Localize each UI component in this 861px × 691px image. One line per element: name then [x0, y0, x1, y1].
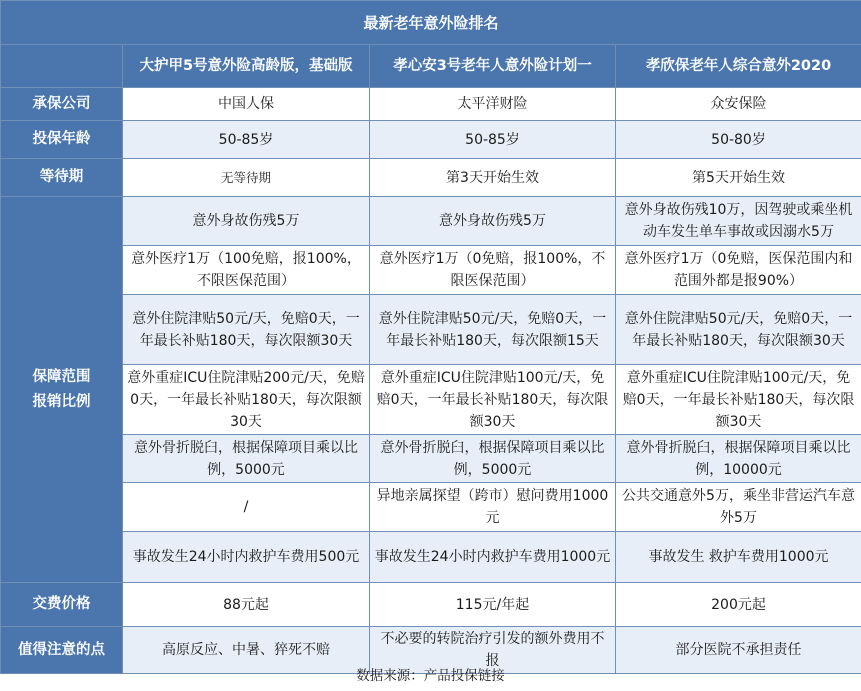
coverage-cell: 意外骨折脱臼，根据保障项目乘以比例，5000元: [123, 435, 370, 483]
coverage-label-line-2: 报销比例: [32, 393, 91, 410]
coverage-label-line-1: 保障范围: [32, 368, 91, 385]
coverage-cell: 意外医疗1万（0免赔，医保范围内和范围外都是报90%）: [616, 246, 861, 295]
price-cell: 88元起: [123, 583, 370, 627]
coverage-cell: 意外医疗1万（100免赔，报100%，不限医保范围）: [123, 246, 370, 295]
coverage-cell: 事故发生 救护车费用1000元: [616, 532, 861, 583]
age-cell: 50-80岁: [616, 121, 861, 159]
coverage-cell: 事故发生24小时内救护车费用500元: [123, 532, 370, 583]
row-label-notes: 值得注意的点: [1, 627, 123, 674]
header-blank: [1, 45, 123, 88]
coverage-cell: 意外身故伤残5万: [370, 197, 616, 246]
coverage-cell: 意外身故伤残5万: [123, 197, 370, 246]
product-2-header: 孝心安3号老年人意外险计划一: [370, 45, 616, 88]
coverage-cell: 意外住院津贴50元/天，免赔0天，一年最长补贴180天，每次限额30天: [616, 295, 861, 365]
company-cell: 太平洋财险: [370, 88, 616, 121]
row-label-company: 承保公司: [1, 88, 123, 121]
row-label-price: 交费价格: [1, 583, 123, 627]
coverage-cell: 意外骨折脱臼，根据保障项目乘以比例，5000元: [370, 435, 616, 483]
price-cell: 200元起: [616, 583, 861, 627]
coverage-cell: 意外骨折脱臼，根据保障项目乘以比例，10000元: [616, 435, 861, 483]
coverage-cell: /: [123, 483, 370, 532]
waiting-cell: 第5天开始生效: [616, 159, 861, 197]
company-cell: 众安保险: [616, 88, 861, 121]
notes-cell: 高原反应、中暑、猝死不赔: [123, 627, 370, 674]
company-cell: 中国人保: [123, 88, 370, 121]
notes-cell: 部分医院不承担责任: [616, 627, 861, 674]
coverage-cell: 事故发生24小时内救护车费用1000元: [370, 532, 616, 583]
coverage-cell: 意外住院津贴50元/天，免赔0天，一年最长补贴180天，每次限额15天: [370, 295, 616, 365]
age-cell: 50-85岁: [123, 121, 370, 159]
notes-cell: 不必要的转院治疗引发的额外费用不报: [370, 627, 616, 674]
age-cell: 50-85岁: [370, 121, 616, 159]
waiting-cell: 无等待期: [123, 159, 370, 197]
data-source-note: 数据来源：产品投保链接: [356, 668, 505, 684]
coverage-cell: 意外重症ICU住院津贴100元/天，免赔0天，一年最长补贴180天，每次限额30天: [616, 365, 861, 435]
row-label-waiting: 等待期: [1, 159, 123, 197]
coverage-cell: 意外重症ICU住院津贴100元/天，免赔0天，一年最长补贴180天，每次限额30天: [370, 365, 616, 435]
waiting-cell: 第3天开始生效: [370, 159, 616, 197]
product-1-header: 大护甲5号意外险高龄版，基础版: [123, 45, 370, 88]
coverage-cell: 意外医疗1万（0免赔，报100%，不限医保范围）: [370, 246, 616, 295]
price-cell: 115元/年起: [370, 583, 616, 627]
product-3-header: 孝欣保老年人综合意外2020: [616, 45, 861, 88]
row-label-coverage: [1, 197, 123, 583]
table-title: 最新老年意外险排名: [1, 1, 861, 45]
coverage-cell: 意外住院津贴50元/天，免赔0天，一年最长补贴180天，每次限额30天: [123, 295, 370, 365]
coverage-cell: 公共交通意外5万，乘坐非营运汽车意外5万: [616, 483, 861, 532]
coverage-cell: 异地亲属探望（跨市）慰问费用1000元: [370, 483, 616, 532]
coverage-cell: 意外身故伤残10万，因驾驶或乘坐机动车发生单车事故或因溺水5万: [616, 197, 861, 246]
row-label-age: 投保年龄: [1, 121, 123, 159]
coverage-cell: 意外重症ICU住院津贴200元/天，免赔0天，一年最长补贴180天，每次限额30天: [123, 365, 370, 435]
